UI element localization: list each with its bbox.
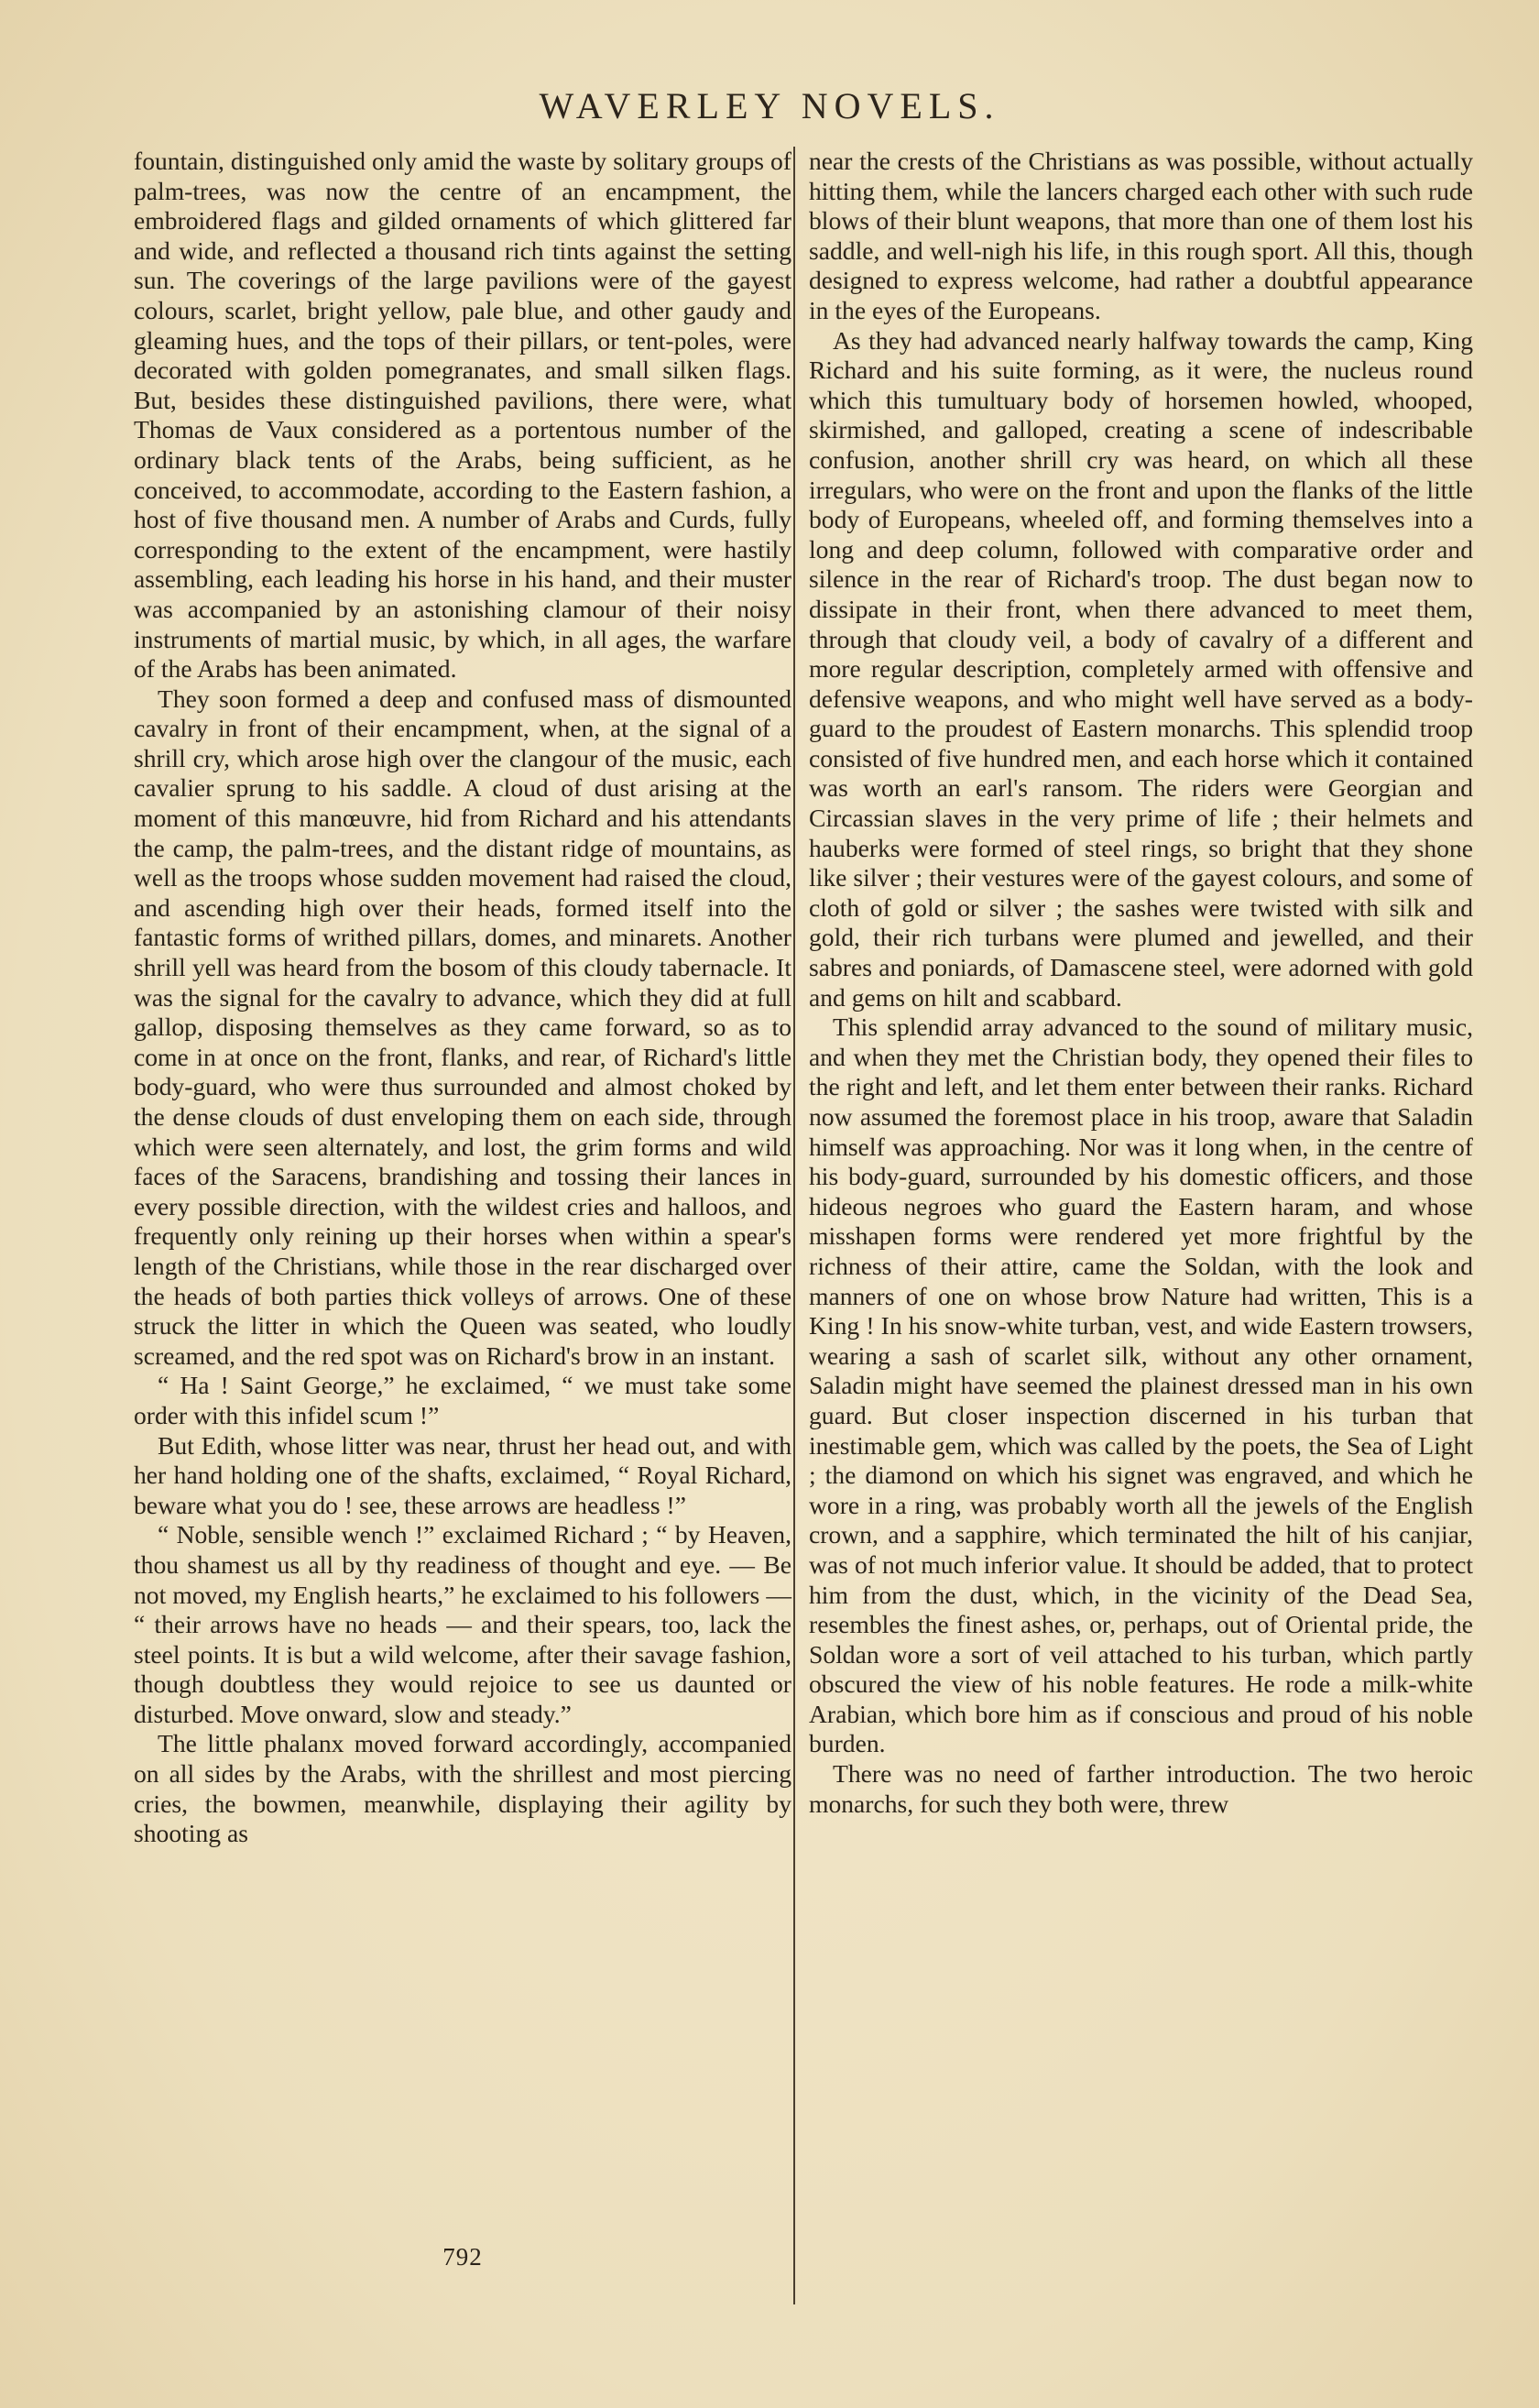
paragraph: fountain, distinguished only amid the waste by solitary groups of palm-trees, was now the centre of an encampment, the embroidered flags and gilded ornaments of which glittered far and wide, and reflected a thousand rich tints against the setting sun. The coverings of the large pavilions were of the gayest colours, scarlet, bright yellow, pale blue, and other gaudy and gleaming hues, and the tops of their pillars, or tent-poles, were decorated with golden pomegranates, and small silken flags. But, besides these distinguished pavilions, there were, what Thomas de Vaux considered as a portentous number of the ordinary black tents of the Arabs, being sufficient, as he conceived, to accommodate, according to the Eastern fashion, a host of five thousand men. A number of Arabs and Curds, fully corresponding to the extent of the encampment, were hastily assembling, each leading his horse in his hand, and their muster was accompanied by an astonishing clamour of their noisy instruments of martial music, by which, in all ages, the warfare of the Arabs has been animated.: [134, 147, 791, 684]
paragraph: The little phalanx moved forward accordingly, accompanied on all sides by the Arabs, with the shrillest and most piercing cries, the bowmen, meanwhile, displaying their agility by shooting as: [134, 1729, 791, 1848]
paragraph: This splendid array advanced to the sound of military music, and when they met the Christian body, they opened their files to the right and left, and let them enter between their ranks. Richard now assumed the foremost place in his troop, aware that Saladin himself was approaching. Nor was it long when, in the centre of his body-guard, surrounded by his domestic officers, and those hideous negroes who guard the Eastern haram, and whose misshapen forms were rendered yet more frightful by the richness of their attire, came the Soldan, with the look and manners of one on whose brow Nature had written, This is a King ! In his snow-white turban, vest, and wide Eastern trowsers, wearing a sash of scarlet silk, without any other ornament, Saladin might have seemed the plainest dressed man in his own guard. But closer inspection discerned in his turban that inestimable gem, which was called by the poets, the Sea of Light ; the diamond on which his signet was engraved, and which he wore in a ring, was probably worth all the jewels of the English crown, and a sapphire, which terminated the hilt of his canjiar, was of not much inferior value. It should be added, that to protect him from the dust, which, in the vicinity of the Dead Sea, resembles the finest ashes, or, perhaps, out of Oriental pride, the Soldan wore a sort of veil attached to his turban, which partly obscured the view of his noble features. He rode a milk-white Arabian, which bore him as if conscious and proud of his noble burden.: [809, 1012, 1473, 1758]
left-column: [134, 147, 791, 1849]
column-divider: [793, 147, 795, 2304]
running-head: WAVERLEY NOVELS.: [539, 85, 1000, 126]
paragraph: “ Ha ! Saint George,” he exclaimed, “ we must take some order with this infidel scum !”: [134, 1371, 791, 1429]
paragraph: There was no need of farther introduction. The two heroic monarchs, for such they both were, threw: [809, 1759, 1473, 1818]
right-column: [809, 147, 1473, 1819]
paragraph: They soon formed a deep and confused mass of dismounted cavalry in front of their encampment, when, at the signal of a shrill cry, which arose high over the clangour of the music, each cavalier sprung to his saddle. A cloud of dust arising at the moment of this manœuvre, hid from Richard and his attendants the camp, the palm-trees, and the distant ridge of mountains, as well as the troops whose sudden movement had raised the cloud, and ascending high over their heads, formed itself into the fantastic forms of writhed pillars, domes, and minarets. Another shrill yell was heard from the bosom of this cloudy tabernacle. It was the signal for the cavalry to advance, which they did at full gallop, disposing themselves as they came forward, so as to come in at once on the front, flanks, and rear, of Richard's little body-guard, who were thus surrounded and almost choked by the dense clouds of dust enveloping them on each side, through which were seen alternately, and lost, the grim forms and wild faces of the Saracens, brandishing and tossing their lances in every possible direction, with the wildest cries and halloos, and frequently only reining up their horses when within a spear's length of the Christians, while those in the rear discharged over the heads of both parties thick volleys of arrows. One of these struck the litter in which the Queen was seated, who loudly screamed, and the red spot was on Richard's brow in an instant.: [134, 684, 791, 1370]
paragraph: But Edith, whose litter was near, thrust her head out, and with her hand holding one of the shafts, exclaimed, “ Royal Richard, beware what you do ! see, these arrows are headless !”: [134, 1430, 791, 1519]
paragraph: As they had advanced nearly halfway towards the camp, King Richard and his suite forming, as it were, the nucleus round which this tumultuary body of horsemen howled, whooped, skirmished, and galloped, creating a scene of indescribable confusion, another shrill cry was heard, on which all these irregulars, who were on the front and upon the flanks of the little body of Europeans, wheeled off, and forming themselves into a long and deep column, followed with comparative order and silence in the rear of Richard's troop. The dust began now to dissipate in their front, when there advanced to meet them, through that cloudy veil, a body of cavalry of a different and more regular description, completely armed with offensive and defensive weapons, and who might well have served as a body-guard to the proudest of Eastern monarchs. This splendid troop consisted of five hundred men, and each horse which it contained was worth an earl's ransom. The riders were Georgian and Circassian slaves in the very prime of life ; their helmets and hauberks were formed of steel rings, so bright that they shone like silver ; their vestures were of the gayest colours, and some of cloth of gold or silver ; the sashes were twisted with silk and gold, their rich turbans were plumed and jewelled, and their sabres and poniards, of Damascene steel, were adorned with gold and gems on hilt and scabbard.: [809, 325, 1473, 1012]
paragraph: near the crests of the Christians as was possible, without actually hitting them, while the lancers charged each other with such rude blows of their blunt weapons, that more than one of them lost his saddle, and well-nigh his life, in this rough sport. All this, though designed to express welcome, had rather a doubtful appearance in the eyes of the Europeans.: [809, 147, 1473, 324]
paragraph: “ Noble, sensible wench !” exclaimed Richard ; “ by Heaven, thou shamest us all by thy readiness of thought and eye. — Be not moved, my English hearts,” he exclaimed to his followers — “ their arrows have no heads — and their spears, too, lack the steel points. It is but a wild welcome, after their savage fashion, though doubtless they would rejoice to see us daunted or disturbed. Move onward, slow and steady.”: [134, 1520, 791, 1728]
page-number: 792: [442, 2243, 483, 2271]
